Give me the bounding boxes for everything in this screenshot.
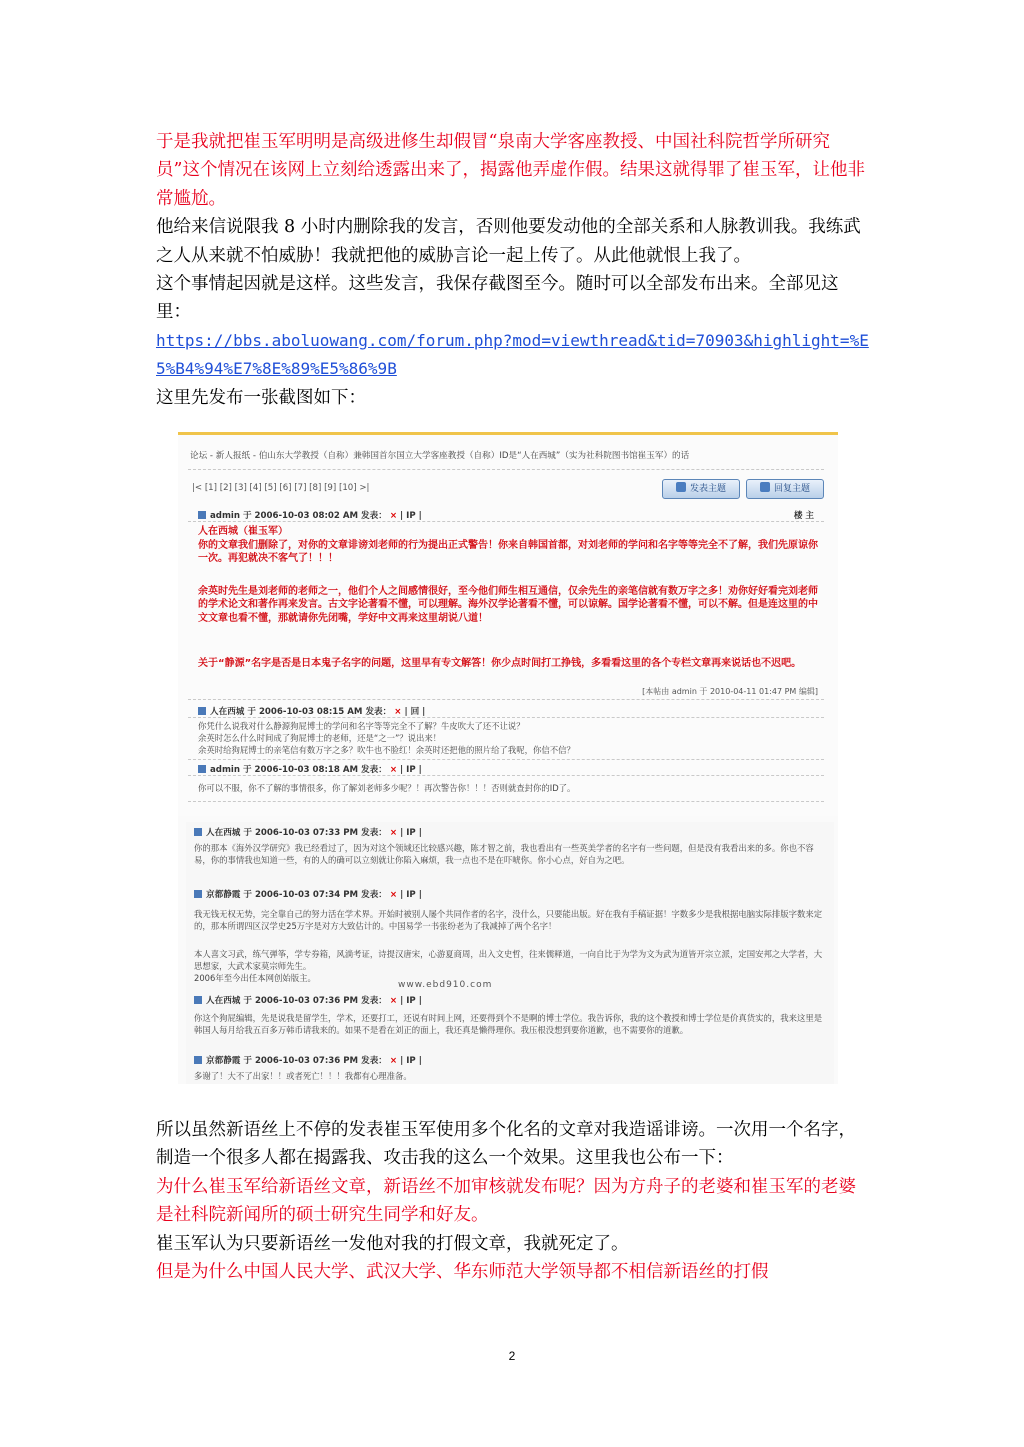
admin-warning-2: 余英时先生是刘老师的老师之一，他们个人之间感情很好，至今他们师生相互通信，仅余先生的亲笔信就有数万字之多！劝你好好看完刘老师的学术论文和著作再来发言。古文字论著看不懂，可以理解。海外汉学论著看不懂，可以谅解。国学论著看不懂，可以不解。但是连这里的中文文章也看不懂，那就请你先闭嘴，学好中文再来这里胡说八道！	[198, 586, 818, 624]
divider	[188, 469, 824, 470]
post-tools: | IP |	[400, 765, 422, 775]
post-icon	[194, 828, 202, 836]
post-icon	[198, 511, 206, 519]
post-tools: | IP |	[400, 828, 422, 838]
paragraph-reason: 为什么崔玉军给新语丝文章，新语丝不加审核就发布呢？因为方舟子的老婆和崔玉军的老婆是社科院新闻所的硕士研究生同学和好友。	[156, 1176, 856, 1226]
paragraph-question: 但是为什么中国人民大学、武汉大学、华东师范大学领导都不相信新语丝的打假	[156, 1262, 769, 1283]
edit-note: [本帖由 admin 于 2010-04-11 01:47 PM 编辑]	[642, 687, 818, 696]
reply-topic-button	[746, 479, 824, 499]
post-header	[194, 994, 422, 1006]
paragraph-threat: 他给来信说限我 8 小时内删除我的发言，否则他要发动他的全部关系和人脉教训我。我练武之人从来就不怕威胁！我就把他的威胁言论一起上传了。从此他就恨上我了。	[156, 217, 861, 266]
new-topic-button	[662, 479, 740, 499]
delete-x-icon: ×	[389, 765, 398, 775]
forum-screenshot	[178, 432, 838, 1084]
new-topic-icon	[676, 482, 686, 492]
post-tools: | IP |	[400, 511, 422, 521]
admin-warning-3: 关于“静源”名字是否是日本鬼子名字的问题，这里早有专文解答！你少点时间打工挣钱，多看看这里的各个专栏文章再来说话也不迟吧。	[198, 658, 802, 669]
divider	[188, 699, 824, 700]
reply-topic-label: 回复主题	[773, 484, 810, 494]
admin-warning-1: 你的文章我们删除了，对你的文章诽谤刘老师的行为提出正式警告！你来自韩国首都，对刘老师的学问和名字等等完全不了解，我们先原谅你一次。再犯就决不客气了！！！	[198, 540, 818, 565]
post-tools: | IP |	[400, 890, 422, 900]
divider	[188, 717, 824, 718]
delete-x-icon: ×	[389, 828, 398, 838]
post-author-time: 人在西城 于 2006-10-03 08:15 AM 发表：	[210, 707, 392, 717]
reply-body: 多谢了！大不了出家！！或者死亡！！！我都有心理准备。	[194, 1071, 412, 1081]
post-author-time: admin 于 2006-10-03 08:02 AM 发表：	[210, 511, 387, 521]
post-header	[198, 509, 422, 521]
paragraph-exposure: 于是我就把崔玉军明明是高级进修生却假冒“泉南大学客座教授、中国社科院哲学所研究员”这个情况在该网上立刻给透露出来了，揭露他弄虚作假。结果这就得罪了崔玉军，让他非常尴尬。	[156, 132, 865, 209]
post-icon	[198, 707, 206, 715]
post-tools: | IP |	[400, 1056, 422, 1066]
post-header	[194, 1054, 422, 1066]
post-author-time: 京都静霞 于 2006-10-03 07:36 PM 发表：	[206, 1056, 387, 1066]
forum-breadcrumb: 论坛 - 新人报纸 - 伯山东大学教授（自称）兼韩国首尔国立大学客座教授（自称）ID是“人在西城”（实为社科院图书馆崔玉军）的话	[190, 451, 690, 461]
divider	[188, 775, 824, 776]
floor-label: 楼 主	[793, 511, 814, 521]
post-header	[198, 705, 425, 717]
body-text-bottom	[156, 1116, 870, 1286]
post-author-time: 人在西城 于 2006-10-03 07:33 PM 发表：	[206, 828, 387, 838]
reply-topic-icon	[760, 482, 770, 492]
watermark: www.ebd910.com	[398, 980, 493, 990]
post-icon	[194, 890, 202, 898]
delete-x-icon: ×	[389, 996, 398, 1006]
reply-body: 你的那本《海外汉学研究》我已经看过了，因为对这个领域还比较感兴趣，陈才智之前，我也看出有一些英美学者的名字有一些问题，但是没有我看出来的多。你也不容易，你的事情我也知道一些，有的人的确可以立刻就让你陷入麻烦，我一点也不是在吓唬你。你小心点，好自为之吧。	[194, 843, 814, 865]
post-icon	[194, 1056, 202, 1064]
forum-screenshot-bottom	[186, 822, 834, 1084]
forum-link[interactable]: https://bbs.aboluowang.com/forum.php?mod=viewthread&tid=70903&highlight=%E5%B4%94%E7%8E%89%E5%86%9B	[156, 330, 869, 379]
paragraph-origin: 这个事情起因就是这样。这些发言，我保存截图至今。随时可以全部发布出来。全部见这里：	[156, 274, 839, 323]
post-author-time: 人在西城 于 2006-10-03 07:36 PM 发表：	[206, 996, 387, 1006]
post-icon	[198, 765, 206, 773]
paragraph-belief: 崔玉军认为只要新语丝一发他对我的打假文章，我就死定了。	[156, 1233, 629, 1254]
divider	[188, 759, 824, 760]
paragraph-slander: 所以虽然新语丝上不停的发表崔玉军使用多个化名的文章对我造谣诽谤。一次用一个名字，制造一个很多人都在揭露我、攻击我的这么一个效果。这里我也公布一下：	[156, 1120, 856, 1169]
post-header	[198, 763, 422, 775]
divider	[188, 801, 824, 802]
delete-x-icon: ×	[389, 1056, 398, 1066]
post-tools: | 回 |	[404, 707, 426, 717]
divider	[188, 521, 824, 522]
delete-x-icon: ×	[389, 511, 398, 521]
body-text-top	[156, 128, 870, 412]
post-tools: | IP |	[400, 996, 422, 1006]
reply-body: 你这个狗屁编辑，先是说我是留学生，学术，还要打工，还说有时间上网，还要得到个不是啊的博士学位。我告诉你，我的这个教授和博士学位是价真货实的，我来这里是韩国人每月给我五百多万韩币请我来的。如果不是看在刘正的面上，我还真是懒得理你。我压根没想到要你道歉，也不需要你的道歉。	[194, 1013, 823, 1035]
reply-body: 你凭什么说我对什么静源狗屁博士的学问和名字等等完全不了解？牛皮吹大了还不让说？ 余英时怎么什么时间成了狗屁博士的老师，还是“之一”？说出来！ 余英时给狗屁博士的亲笔信有数万字之多？吹牛也不脸红！余英时还把他的照片给了我呢，你信不信？	[198, 721, 575, 755]
reply-body: 我无钱无权无势，完全靠自己的努力活在学术界。开始时被别人屡个共同作者的名字，没什么，只要能出版。好在我有手稿证据！字数多少是我根据电脑实际排版字数来定的，那本所谓四区汉学史25万字是对方大致估计的。中国易学一书张纷老为了我减掉了两个名字！	[194, 909, 823, 931]
admin-warning-name: 人在西城（崔玉军）	[198, 526, 288, 537]
post-header	[194, 888, 422, 900]
forum-pager: |< [1] [2] [3] [4] [5] [6] [7] [8] [9] [10] >|	[192, 483, 370, 493]
reply-body: 你可以不服，你不了解的事情很多，你了解刘老师多少呢？！再次警告你！！！否则就查封你的ID了。	[198, 783, 576, 793]
paragraph-screenshot-intro: 这里先发布一张截图如下：	[156, 387, 366, 408]
post-author-time: admin 于 2006-10-03 08:18 AM 发表：	[210, 765, 387, 775]
reply-body-signature: 本人喜文习武，练气弹筝，学专券箱，风淌考证，诗提汉唐宋，心游夏商周，出入文史哲，往来儒释道，一向自比于为学为文为武为道皆开宗立派，定国安邦之大学者，大思想家，大武术家莫宗师先生。 2006年至今出任本网创始版主。	[194, 949, 823, 983]
post-author-time: 京都静霞 于 2006-10-03 07:34 PM 发表：	[206, 890, 387, 900]
post-header	[194, 826, 422, 838]
post-icon	[194, 996, 202, 1004]
delete-x-icon: ×	[389, 890, 398, 900]
delete-x-icon: ×	[394, 707, 402, 717]
forum-screenshot-top	[178, 432, 838, 816]
new-topic-label: 发表主题	[689, 484, 726, 494]
page-number: 2	[508, 1349, 516, 1363]
